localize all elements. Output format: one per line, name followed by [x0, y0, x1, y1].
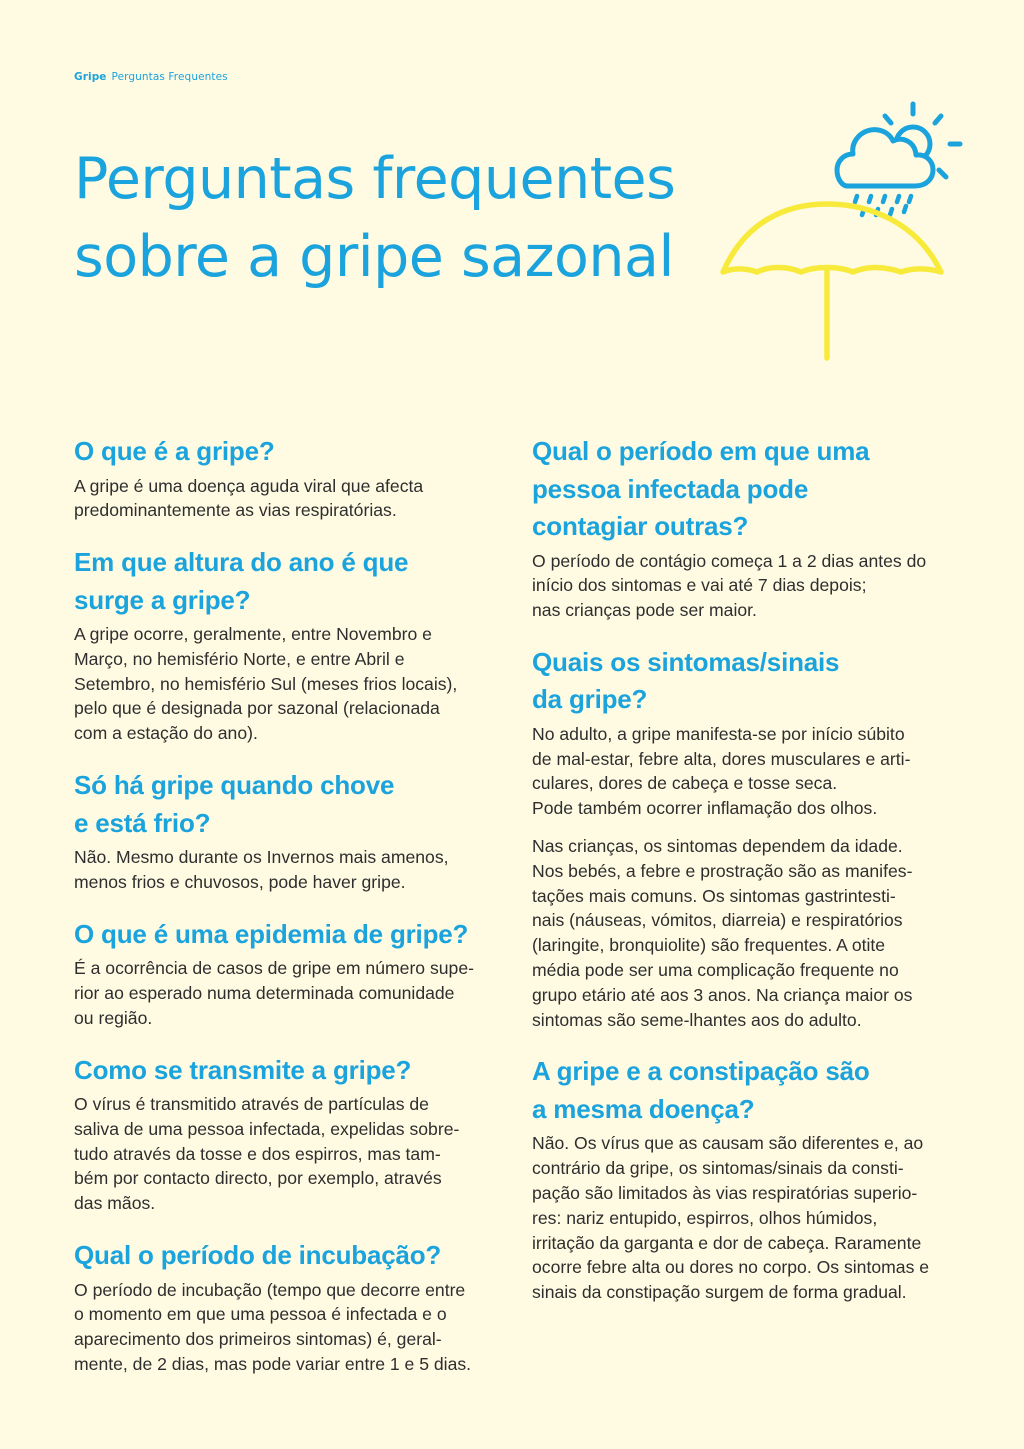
faq-question-line: Qual o período em que uma	[532, 436, 870, 466]
faq-answer-line: menos frios e chuvosos, pode haver gripe.	[74, 871, 406, 892]
faq-answer-line: (laringite, bronquiolite) são frequentes. A otite	[532, 935, 886, 956]
faq-item	[74, 544, 494, 746]
faq-answer-line: A gripe é uma doença aguda viral que afecta	[74, 475, 424, 496]
faq-answer-line: culares, dores de cabeça e tosse seca.	[532, 773, 838, 794]
faq-question-line: Como se transmite a gripe?	[74, 1054, 412, 1085]
faq-question-line: surge a gripe?	[74, 584, 251, 615]
faq-answer-line: Nas crianças, os sintomas dependem da idade.	[532, 836, 903, 857]
faq-question-line: pessoa infectada pode	[532, 473, 809, 504]
faq-answer	[74, 1278, 494, 1377]
breadcrumb-section: Gripe	[74, 71, 107, 83]
faq-answer	[74, 845, 494, 895]
faq-answer-line: O vírus é transmitido através de partículas de	[74, 1094, 429, 1115]
faq-answer-line: tações mais comuns. Os sintomas gastrintesti-	[532, 885, 896, 906]
faq-answer-line: com a estação do ano).	[74, 723, 258, 744]
faq-answer-line: O período de incubação (tempo que decorre entre	[74, 1279, 466, 1300]
faq-answer-line: Não. Mesmo durante os Invernos mais amenos,	[74, 847, 449, 868]
faq-answer-line: pelo que é designada por sazonal (relacionada	[74, 698, 440, 719]
faq-answer-line: predominantemente as vias respiratórias.	[74, 500, 397, 521]
faq-question-line: A gripe e a constipação são	[532, 1056, 870, 1087]
faq-item	[74, 1052, 494, 1216]
faq-question	[532, 1053, 957, 1128]
faq-answer	[74, 956, 494, 1030]
faq-question-line: Só há gripe quando chove	[74, 770, 395, 801]
page-title-line-2: sobre a gripe sazonal	[74, 224, 674, 290]
faq-item	[532, 433, 957, 623]
weather-illustration	[705, 92, 965, 372]
faq-question-line: Qual o período de incubação?	[74, 1240, 442, 1271]
faq-question-line: da gripe?	[532, 684, 648, 715]
faq-item	[532, 1053, 957, 1305]
faq-item	[74, 1237, 494, 1377]
faq-question	[74, 544, 494, 619]
faq-question	[74, 1237, 494, 1275]
faq-question-line: Em que altura do ano é que	[74, 547, 409, 578]
faq-item	[74, 916, 494, 1031]
faq-item	[74, 433, 494, 523]
page-title-line-1: Perguntas frequentes	[74, 146, 676, 212]
faq-answer-line: Nos bebés, a febre e prostração são as manifes-	[532, 860, 913, 881]
breadcrumb	[74, 71, 228, 83]
faq-item	[74, 767, 494, 895]
faq-question-line: e está frio?	[74, 807, 211, 838]
left-column	[74, 433, 494, 1398]
faq-answer-line: início dos sintomas e vai até 7 dias depois;	[532, 575, 867, 596]
faq-item	[532, 644, 957, 1033]
faq-answer-line: pação são limitados às vias respiratórias superio-	[532, 1183, 918, 1204]
faq-answer-line: das mãos.	[74, 1193, 156, 1214]
faq-answer-line: O período de contágio começa 1 a 2 dias antes do	[532, 550, 927, 571]
faq-answer	[532, 549, 957, 623]
faq-answer-line: contrário da gripe, os sintomas/sinais da consti-	[532, 1158, 904, 1179]
faq-answer-line: ou região.	[74, 1007, 153, 1028]
cloud-icon	[837, 130, 933, 186]
faq-answer-line: Pode também ocorrer inflamação dos olhos.	[532, 798, 878, 819]
faq-question-line: O que é a gripe?	[74, 436, 275, 466]
faq-answer	[74, 622, 494, 746]
faq-answer-line: saliva de uma pessoa infectada, expelidas sobre-	[74, 1118, 460, 1139]
faq-answer-line: sintomas são seme-lhantes aos do adulto.	[532, 1009, 862, 1030]
rain-icon	[855, 196, 911, 215]
faq-answer-line: No adulto, a gripe manifesta-se por início súbito	[532, 723, 905, 744]
faq-answer	[74, 474, 494, 524]
faq-answer-line: irritação da garganta e dor de cabeça. Raramente	[532, 1232, 922, 1253]
faq-answer-line: rior ao esperado numa determinada comunidade	[74, 982, 455, 1003]
faq-question	[74, 1052, 494, 1090]
faq-question-line: O que é uma epidemia de gripe?	[74, 918, 469, 949]
faq-answer-line: ocorre febre alta ou dores no corpo. Os sintomas e	[532, 1257, 930, 1278]
faq-answer-line: aparecimento dos primeiros sintomas) é, geral-	[74, 1329, 442, 1350]
faq-answer-line: Setembro, no hemisfério Sul (meses frios locais),	[74, 673, 458, 694]
faq-question-line: Quais os sintomas/sinais	[532, 646, 840, 677]
faq-answer-line: média pode ser uma complicação frequente no	[532, 960, 899, 981]
faq-question-line: a mesma doença?	[532, 1093, 755, 1124]
faq-answer	[532, 722, 957, 821]
faq-question	[532, 644, 957, 719]
faq-answer-line: nais (náuseas, vómitos, diarreia) e respiratórios	[532, 910, 903, 931]
faq-answer-line: bém por contacto directo, por exemplo, através	[74, 1168, 442, 1189]
page-title	[74, 140, 675, 296]
faq-answer-line: Março, no hemisfério Norte, e entre Abril e	[74, 648, 405, 669]
breadcrumb-page: Perguntas Frequentes	[111, 71, 228, 83]
faq-question	[532, 433, 957, 546]
faq-answer-line: sinais da constipação surgem de forma gradual.	[532, 1282, 907, 1303]
faq-answer-line: res: nariz entupido, espirros, olhos húmidos,	[532, 1207, 878, 1228]
right-column	[532, 433, 957, 1326]
faq-question	[74, 433, 494, 471]
faq-answer-line: mente, de 2 dias, mas pode variar entre 1 e 5 dias.	[74, 1353, 472, 1374]
faq-answer-line: Não. Os vírus que as causam são diferentes e, ao	[532, 1133, 924, 1154]
faq-answer-line: É a ocorrência de casos de gripe em número supe-	[74, 958, 474, 979]
faq-answer	[532, 1131, 957, 1305]
faq-answer-line: nas crianças pode ser maior.	[532, 600, 757, 621]
faq-question	[74, 916, 494, 954]
umbrella-icon	[723, 204, 941, 358]
faq-answer-line: A gripe ocorre, geralmente, entre Novembro e	[74, 624, 432, 645]
faq-answer-line: grupo etário até aos 3 anos. Na criança maior os	[532, 984, 913, 1005]
faq-answer	[532, 834, 957, 1032]
faq-question	[74, 767, 494, 842]
faq-answer-line: o momento em que uma pessoa é infectada e o	[74, 1304, 447, 1325]
faq-answer	[74, 1092, 494, 1216]
faq-answer-line: de mal-estar, febre alta, dores musculares e arti-	[532, 748, 911, 769]
faq-question-line: contagiar outras?	[532, 511, 749, 541]
faq-answer-line: tudo através da tosse e dos espirros, mas tam-	[74, 1143, 441, 1164]
